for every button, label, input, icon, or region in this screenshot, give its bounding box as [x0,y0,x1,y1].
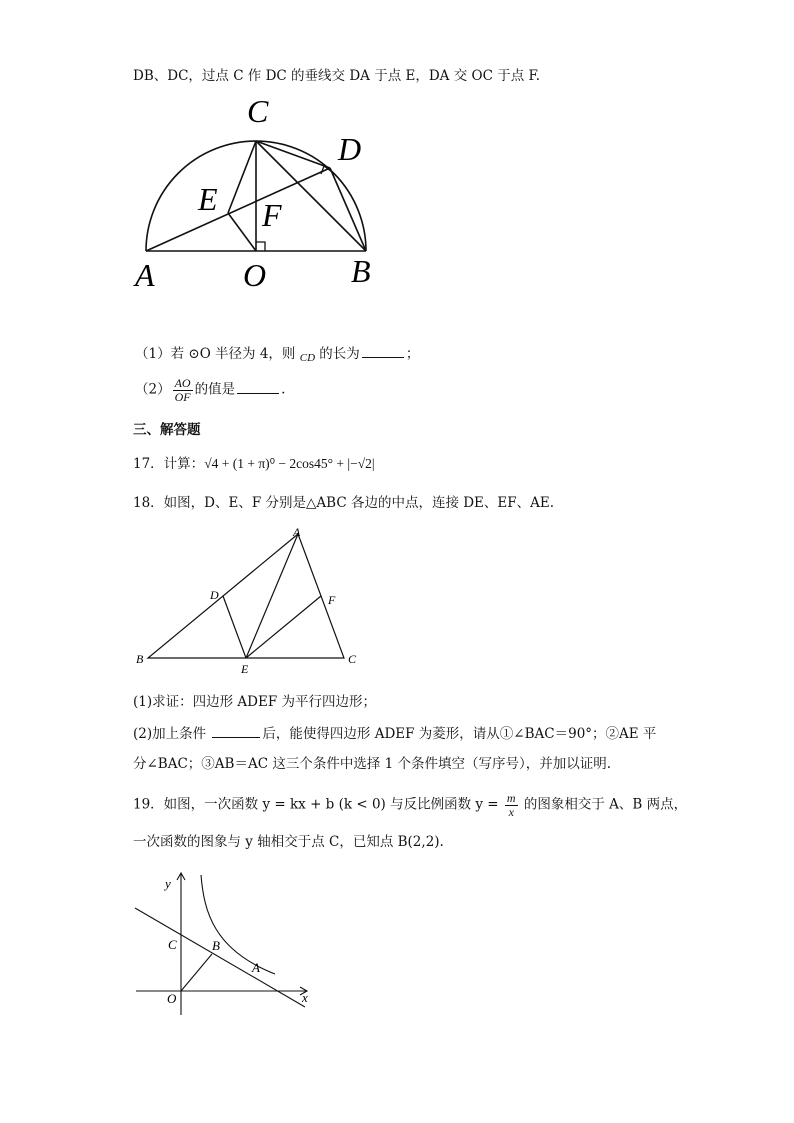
label-y: y [165,876,171,891]
section-heading: 三、解答题 [133,422,201,438]
label-D: D [338,131,362,167]
intro-line: DB、DC，过点 C 作 DC 的垂线交 DA 于点 E，DA 交 OC 于点 F. [133,68,541,84]
label-D: D [210,588,219,602]
label-C: C [168,937,177,952]
answer-blank-3[interactable] [212,725,260,738]
label-x: x [302,990,308,1005]
semicircle-figure [125,90,395,295]
label-A: A [252,960,260,975]
coordinate-figure [130,870,320,1020]
label-C: C [348,652,357,666]
label-E: E [198,181,218,217]
q18-stem: 18．如图，D、E、F 分别是△ABC 各边的中点，连接 DE、EF、AE. [133,495,555,511]
label-E: E [241,662,249,676]
answer-blank-2[interactable] [237,381,279,394]
q19-line1: 19．如图，一次函数 y = kx + b (k < 0) 与反比例函数 y = $\frac{m}{x}$ 的图象相交于 A、B 两点， [133,791,688,819]
q19-line2: 一次函数的图象与 y 轴相交于点 C，已知点 B(2,2). [133,834,444,850]
q17: 17．计算：√4 + (1 + π)⁰ − 2cos45° + |−√2| [133,456,375,472]
label-A: A [135,257,155,293]
label-B: B [351,253,371,289]
label-C: C [247,93,269,129]
label-B: B [136,652,144,666]
q18-part1: (1)求证：四边形 ADEF 为平行四边形； [133,694,376,710]
label-A: A [293,525,301,539]
answer-blank-1[interactable] [362,345,404,358]
q18-part2-line1: (2)加上条件 后，能使得四边形 ADEF 为菱形，请从①∠BAC＝90°；②AE 平 [133,726,657,742]
label-B: B [212,938,220,953]
label-O: O [167,991,177,1006]
q16-part1: （1）若 ⊙O 半径为 4，则 $_{CD}$ 的长为 ； [135,346,420,364]
label-O: O [243,257,267,293]
label-F: F [262,197,282,233]
q18-part2-line2: 分∠BAC；③AB＝AC 这三个条件中选择 1 个条件填空（写序号），并加以证明. [133,756,612,772]
q16-part2: （2） $\frac{AO}{OF}$ 的值是 . [135,376,286,404]
triangle-figure [130,525,370,680]
label-F: F [328,593,336,607]
